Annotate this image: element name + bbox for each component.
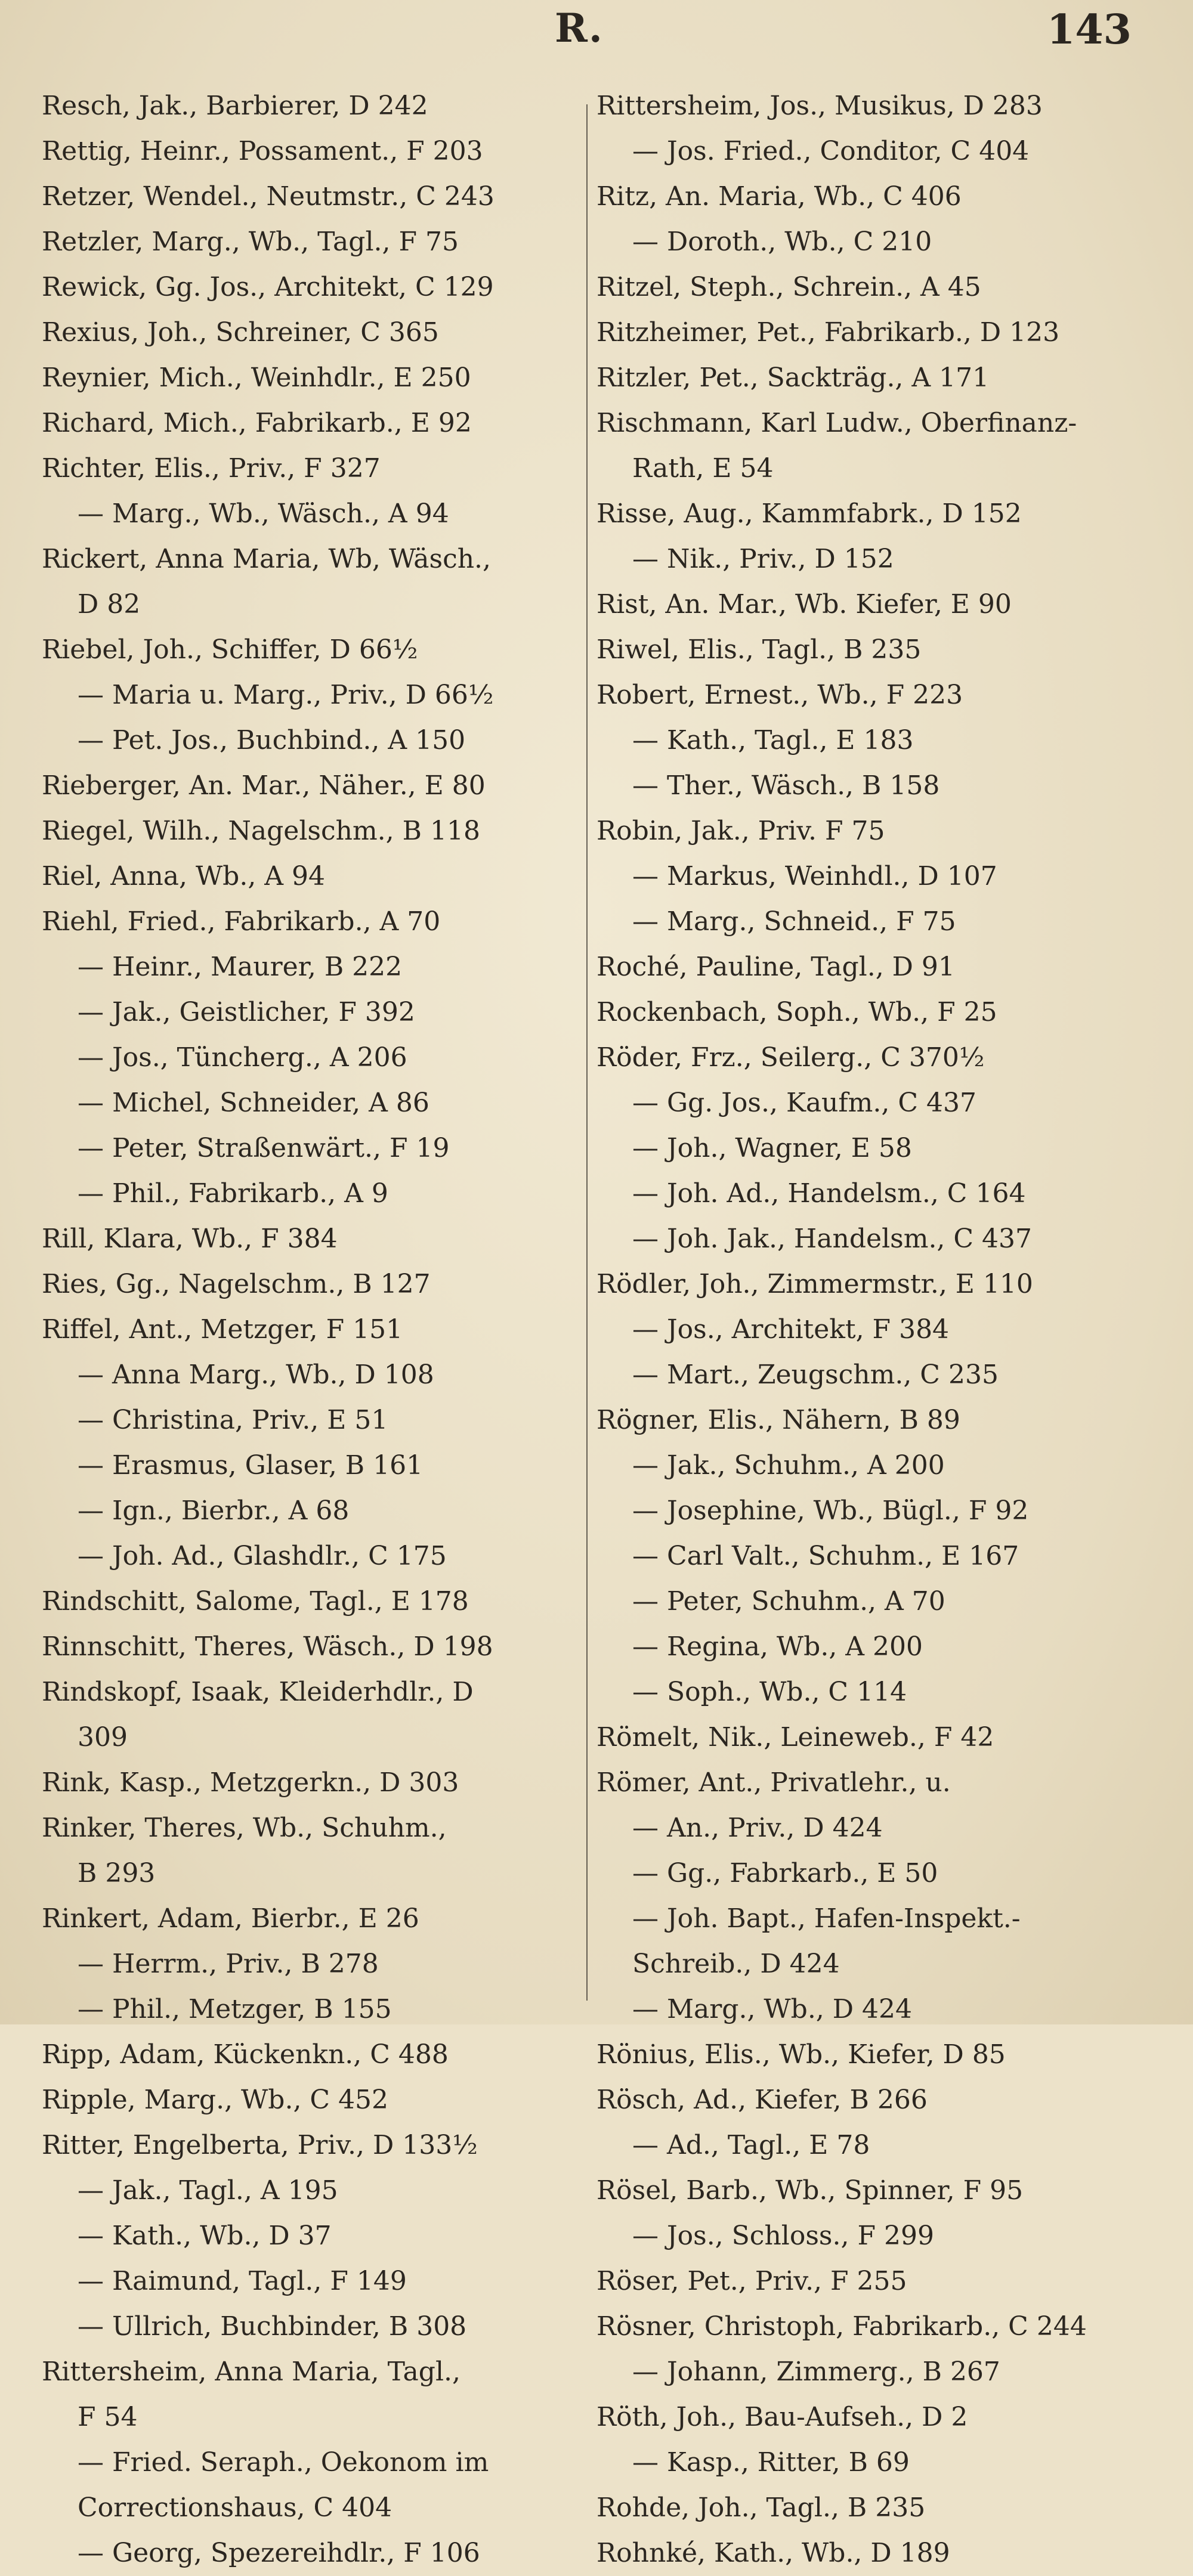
- directory-entry: Robin, Jak., Priv. F 75: [596, 816, 885, 846]
- directory-entry: — Gg. Jos., Kaufm., C 437: [632, 1088, 976, 1118]
- directory-entry: — Joh., Wagner, E 58: [632, 1133, 912, 1163]
- directory-entry: Römelt, Nik., Leineweb., F 42: [596, 1722, 994, 1753]
- directory-entry: — Josephine, Wb., Bügl., F 92: [632, 1496, 1029, 1526]
- directory-entry: Rickert, Anna Maria, Wb, Wäsch.,: [42, 544, 492, 574]
- directory-entry: — Maria u. Marg., Priv., D 66½: [78, 680, 494, 710]
- directory-entry: — Jak., Schuhm., A 200: [632, 1450, 945, 1481]
- directory-entry: Röser, Pet., Priv., F 255: [596, 2266, 907, 2296]
- directory-entry: Ripple, Marg., Wb., C 452: [42, 2085, 389, 2115]
- directory-entry: Rill, Klara, Wb., F 384: [42, 1224, 338, 1254]
- directory-entry: Correctionshaus, C 404: [78, 2493, 392, 2523]
- directory-entry: Richard, Mich., Fabrikarb., E 92: [42, 408, 472, 438]
- directory-entry: Ritzheimer, Pet., Fabrikarb., D 123: [596, 317, 1060, 348]
- directory-entry: Rewick, Gg. Jos., Architekt, C 129: [42, 272, 494, 302]
- directory-entry: Rockenbach, Soph., Wb., F 25: [596, 997, 997, 1027]
- directory-entry: Rath, E 54: [632, 453, 774, 484]
- directory-entry: — Marg., Wb., Wäsch., A 94: [78, 499, 449, 529]
- right-column: [596, 83, 1151, 2576]
- directory-entry: Rösch, Ad., Kiefer, B 266: [596, 2085, 928, 2115]
- directory-entry: — Regina, Wb., A 200: [632, 1631, 923, 1662]
- directory-entry: Schreib., D 424: [632, 1949, 840, 1979]
- directory-entry: — Phil., Metzger, B 155: [78, 1994, 392, 2024]
- directory-entry: — Peter, Schuhm., A 70: [632, 1586, 945, 1617]
- directory-entry: — Marg., Schneid., F 75: [632, 906, 956, 937]
- directory-entry: Resch, Jak., Barbierer, D 242: [42, 91, 428, 121]
- directory-entry: Retzer, Wendel., Neutmstr., C 243: [42, 181, 494, 212]
- directory-entry: — Kath., Wb., D 37: [78, 2221, 332, 2251]
- directory-entry: — Markus, Weinhdl., D 107: [632, 861, 997, 891]
- directory-entry: Rögner, Elis., Nähern, B 89: [596, 1405, 960, 1435]
- directory-entry: Rinker, Theres, Wb., Schuhm.,: [42, 1813, 447, 1843]
- directory-entry: Rexius, Joh., Schreiner, C 365: [42, 317, 439, 348]
- directory-entry: — Heinr., Maurer, B 222: [78, 952, 403, 982]
- directory-entry: Rist, An. Mar., Wb. Kiefer, E 90: [596, 589, 1012, 620]
- directory-entry: — Joh. Ad., Glashdlr., C 175: [78, 1541, 447, 1571]
- directory-entry: Rischmann, Karl Ludw., Oberfinanz-: [596, 408, 1077, 438]
- directory-entry: Ritzel, Steph., Schrein., A 45: [596, 272, 981, 302]
- directory-entry: Rittersheim, Anna Maria, Tagl.,: [42, 2357, 461, 2387]
- directory-entry: — Joh. Bapt., Hafen-Inspekt.-: [632, 1903, 1021, 1934]
- directory-entry: Rettig, Heinr., Possament., F 203: [42, 136, 483, 166]
- directory-entry: 309: [78, 1722, 128, 1753]
- directory-entry: — Mart., Zeugschm., C 235: [632, 1360, 999, 1390]
- directory-entry: Rindschitt, Salome, Tagl., E 178: [42, 1586, 469, 1617]
- directory-entry: — Georg, Spezereihdlr., F 106: [78, 2538, 480, 2568]
- directory-entry: — Kath., Tagl., E 183: [632, 725, 914, 756]
- directory-entry: Risse, Aug., Kammfabrk., D 152: [596, 499, 1022, 529]
- directory-entry: Ritter, Engelberta, Priv., D 133½: [42, 2130, 478, 2160]
- directory-entry: Riegel, Wilh., Nagelschm., B 118: [42, 816, 480, 846]
- column-divider: [586, 104, 588, 2001]
- directory-entry: — Ullrich, Buchbinder, B 308: [78, 2311, 467, 2342]
- directory-entry: — Erasmus, Glaser, B 161: [78, 1450, 424, 1481]
- directory-entry: F 54: [78, 2402, 138, 2432]
- directory-entry: — Gg., Fabrkarb., E 50: [632, 1858, 938, 1888]
- directory-entry: — Jos., Architekt, F 384: [632, 1314, 950, 1345]
- directory-entry: Rönius, Elis., Wb., Kiefer, D 85: [596, 2039, 1006, 2070]
- directory-entry: Rösner, Christoph, Fabrikarb., C 244: [596, 2311, 1087, 2342]
- directory-entry: Richter, Elis., Priv., F 327: [42, 453, 381, 484]
- directory-entry: Ritz, An. Maria, Wb., C 406: [596, 181, 962, 212]
- directory-entry: Röth, Joh., Bau-Aufseh., D 2: [596, 2402, 968, 2432]
- directory-entry: — Jak., Geistlicher, F 392: [78, 997, 415, 1027]
- directory-entry: Ritzler, Pet., Sackträg., A 171: [596, 363, 990, 393]
- directory-entry: Riehl, Fried., Fabrikarb., A 70: [42, 906, 441, 937]
- directory-entry: Rohde, Joh., Tagl., B 235: [596, 2493, 926, 2523]
- directory-entry: — Pet. Jos., Buchbind., A 150: [78, 725, 466, 756]
- directory-entry: — Soph., Wb., C 114: [632, 1677, 907, 1707]
- directory-entry: Retzler, Marg., Wb., Tagl., F 75: [42, 227, 459, 257]
- page-number: 143: [1047, 6, 1132, 54]
- directory-entry: Rinnschitt, Theres, Wäsch., D 198: [42, 1631, 493, 1662]
- directory-entry: Ries, Gg., Nagelschm., B 127: [42, 1269, 431, 1299]
- left-column: [42, 83, 579, 2576]
- directory-entry: Rösel, Barb., Wb., Spinner, F 95: [596, 2175, 1024, 2206]
- directory-entry: — Jak., Tagl., A 195: [78, 2175, 338, 2206]
- directory-entry: Reynier, Mich., Weinhdlr., E 250: [42, 363, 471, 393]
- directory-entry: Rindskopf, Isaak, Kleiderhdlr., D: [42, 1677, 474, 1707]
- directory-entry: Riffel, Ant., Metzger, F 151: [42, 1314, 403, 1345]
- directory-entry: — Phil., Fabrikarb., A 9: [78, 1178, 388, 1209]
- directory-entry: Roché, Pauline, Tagl., D 91: [596, 952, 955, 982]
- directory-entry: Riebel, Joh., Schiffer, D 66½: [42, 634, 418, 665]
- directory-entry: — Herrm., Priv., B 278: [78, 1949, 379, 1979]
- directory-entry: — Nik., Priv., D 152: [632, 544, 894, 574]
- directory-entry: — Peter, Straßenwärt., F 19: [78, 1133, 450, 1163]
- directory-entry: — Ign., Bierbr., A 68: [78, 1496, 350, 1526]
- directory-entry: Rieberger, An. Mar., Näher., E 80: [42, 770, 486, 801]
- directory-entry: — Ther., Wäsch., B 158: [632, 770, 940, 801]
- directory-entry: — Carl Valt., Schuhm., E 167: [632, 1541, 1019, 1571]
- directory-entry: — Kasp., Ritter, B 69: [632, 2447, 910, 2478]
- directory-entry: — Jos., Schloss., F 299: [632, 2221, 934, 2251]
- directory-entry: — Ad., Tagl., E 78: [632, 2130, 870, 2160]
- directory-entry: — Joh. Jak., Handelsm., C 437: [632, 1224, 1033, 1254]
- directory-entry: — Raimund, Tagl., F 149: [78, 2266, 407, 2296]
- directory-entry: Rittersheim, Jos., Musikus, D 283: [596, 91, 1043, 121]
- directory-entry: — Anna Marg., Wb., D 108: [78, 1360, 434, 1390]
- directory-entry: D 82: [78, 589, 141, 620]
- directory-entry: Röder, Frz., Seilerg., C 370½: [596, 1042, 985, 1073]
- directory-entry: — An., Priv., D 424: [632, 1813, 883, 1843]
- directory-entry: Riel, Anna, Wb., A 94: [42, 861, 326, 891]
- directory-entry: Robert, Ernest., Wb., F 223: [596, 680, 963, 710]
- section-letter: R.: [555, 5, 604, 51]
- directory-entry: Rohnké, Kath., Wb., D 189: [596, 2538, 950, 2568]
- directory-entry: Römer, Ant., Privatlehr., u.: [596, 1767, 951, 1798]
- directory-entry: B 293: [78, 1858, 156, 1888]
- directory-entry: — Michel, Schneider, A 86: [78, 1088, 429, 1118]
- directory-entry: — Jos., Tüncherg., A 206: [78, 1042, 407, 1073]
- directory-entry: — Marg., Wb., D 424: [632, 1994, 913, 2024]
- directory-entry: — Christina, Priv., E 51: [78, 1405, 388, 1435]
- directory-entry: — Joh. Ad., Handelsm., C 164: [632, 1178, 1026, 1209]
- directory-entry: Rödler, Joh., Zimmermstr., E 110: [596, 1269, 1033, 1299]
- directory-entry: — Jos. Fried., Conditor, C 404: [632, 136, 1030, 166]
- directory-entry: Riwel, Elis., Tagl., B 235: [596, 634, 922, 665]
- directory-entry: — Johann, Zimmerg., B 267: [632, 2357, 1000, 2387]
- directory-entry: — Fried. Seraph., Oekonom im: [78, 2447, 489, 2478]
- directory-entry: — Doroth., Wb., C 210: [632, 227, 932, 257]
- directory-entry: Rink, Kasp., Metzgerkn., D 303: [42, 1767, 459, 1798]
- directory-entry: Ripp, Adam, Kückenkn., C 488: [42, 2039, 449, 2070]
- directory-entry: Rinkert, Adam, Bierbr., E 26: [42, 1903, 419, 1934]
